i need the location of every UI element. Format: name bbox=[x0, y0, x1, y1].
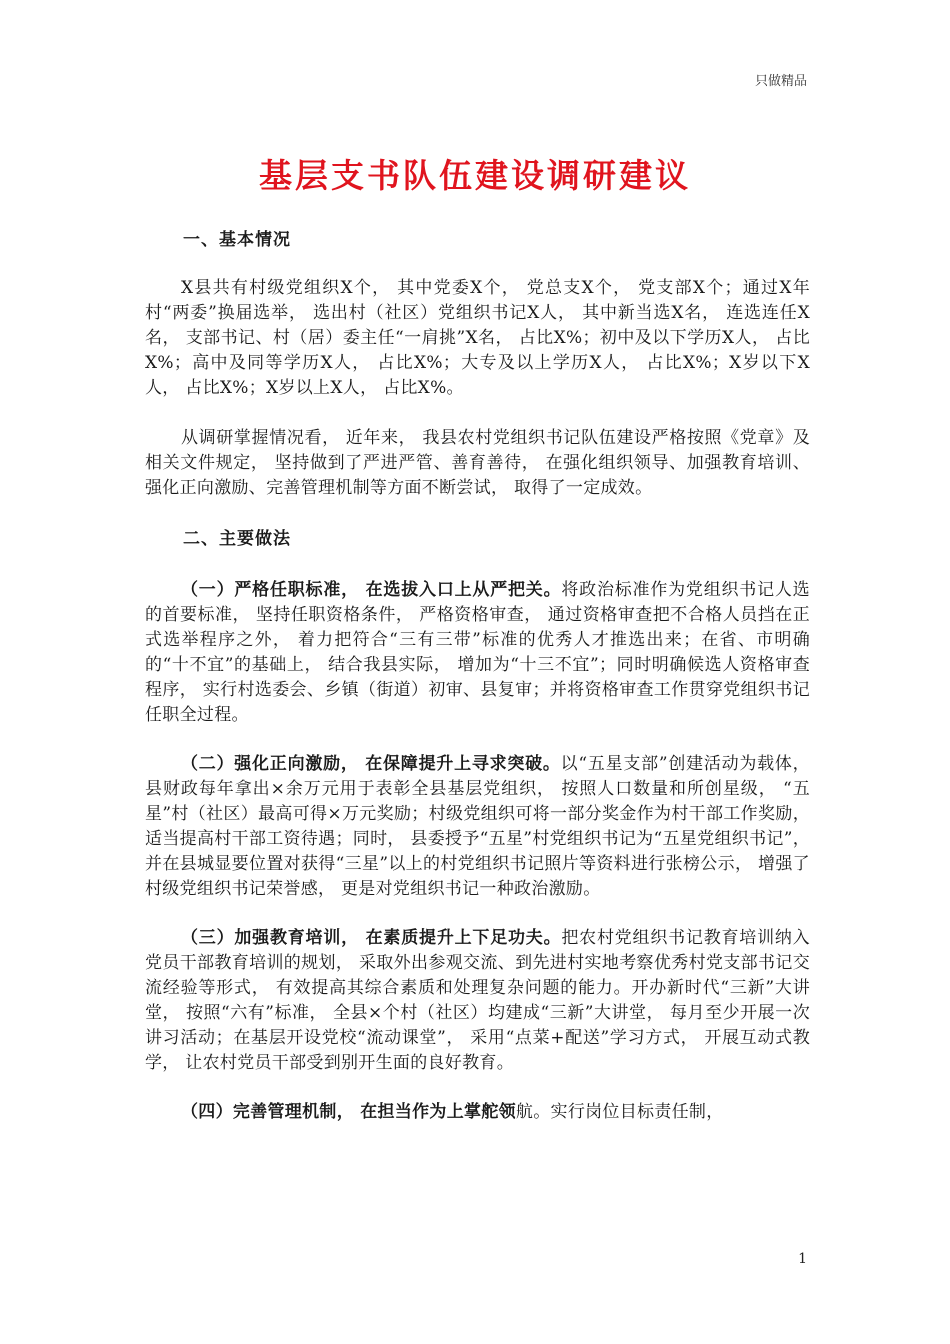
document-title: 基层支书队伍建设调研建议 bbox=[259, 156, 691, 195]
practice-item-2-text: 以“五星支部”创建活动为载体， 县财政每年拿出×余万元用于表彰全县基层党组织， 按照人口数量和所创星级， “五星”村（社区）最高可得×万元奖励；村级党组织可将一部分奖金作为村干部工作奖励， 适当提高村干部工资待遇；同时， 县委授予“五星”村党组织书记为“五星党组织书记”， 并在县城显要位置对获得“三星”以上的村党组织书记照片等资料进行张榜公示， 增强了村级党组织书记荣誉感， 更是对党组织书记一种政治激励。 bbox=[145, 754, 810, 899]
section-heading-basic-situation: 一、基本情况 bbox=[183, 230, 291, 250]
practice-item-1-lead: （一）严格任职标准， 在选拔入口上从严把关。 bbox=[181, 580, 562, 600]
practice-item-3-lead: （三）加强教育培训， 在素质提升上下足功夫。 bbox=[181, 928, 562, 948]
section-heading-main-practices: 二、主要做法 bbox=[183, 529, 291, 549]
practice-item-1-text: 将政治标准作为党组织书记人选的首要标准， 坚持任职资格条件， 严格资格审查， 通过资格审查把不合格人员挡在正式选举程序之外， 着力把符合“三有三带”标准的优秀人才推选出来；在省、市明确的“十不宜”的基础上， 结合我县实际， 增加为“十三不宜”；同时明确候选人资格审查程序， 实行村选委会、乡镇（街道）初审、县复审；并将资格审查工作贯穿党组织书记任职全过程。 bbox=[145, 580, 810, 725]
paragraph-survey-findings: 从调研掌握情况看， 近年来， 我县农村党组织书记队伍建设严格按照《党章》及相关文件规定， 坚持做到了严进严管、善育善待， 在强化组织领导、加强教育培训、强化正向激励、完善管理机制等方面不断尝试， 取得了一定成效。 bbox=[145, 428, 810, 498]
practice-item-4 bbox=[145, 1100, 810, 1125]
header-note: 只做精品 bbox=[754, 74, 807, 89]
practice-item-3-text: 把农村党组织书记教育培训纳入党员干部教育培训的规划， 采取外出参观交流、到先进村实地考察优秀村党支部书记交流经验等形式， 有效提高其综合素质和处理复杂问题的能力。开办新时代“三新”大讲堂， 按照“六有”标准， 全县×个村（社区）均建成“三新”大讲堂， 每月至少开展一次讲习活动；在基层开设党校“流动课堂”， 采用“点菜+配送”学习方式， 开展互动式教学， 让农村党员干部受到别开生面的良好教育。 bbox=[145, 928, 810, 1073]
practice-item-3 bbox=[145, 926, 810, 1076]
practice-item-2 bbox=[145, 752, 810, 902]
paragraph-statistics: X县共有村级党组织X个， 其中党委X个， 党总支X个， 党支部X个；通过X年村“两委”换届选举， 选出村（社区）党组织书记X人， 其中新当选X名， 连选连任X名， 支部书记、村（居）委主任“一肩挑”X名， 占比X%；初中及以下学历X人， 占比X%；高中及同等学历X人， 占比X%；大专及以上学历X人， 占比X%；X岁以下X人， 占比X%；X岁以上X人， 占比X%。 bbox=[145, 278, 810, 398]
practice-item-4-lead: （四）完善管理机制， 在担当作为上掌舵领 bbox=[181, 1102, 516, 1122]
document-body bbox=[145, 228, 810, 1125]
page-number: 1 bbox=[798, 1251, 807, 1267]
practice-item-2-lead: （二）强化正向激励， 在保障提升上寻求突破。 bbox=[181, 754, 561, 774]
practice-item-4-text: 航。实行岗位目标责任制， bbox=[515, 1102, 724, 1122]
practice-item-1 bbox=[145, 578, 810, 728]
